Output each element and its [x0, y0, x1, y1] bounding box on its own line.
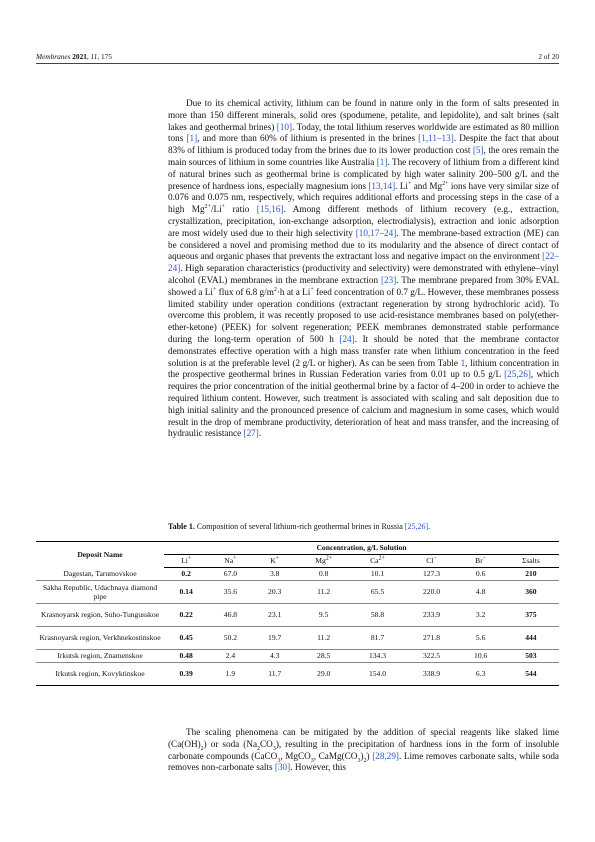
- table-cell: 9.5: [297, 604, 351, 627]
- column-header: [459, 555, 503, 568]
- header-rule: [36, 63, 559, 64]
- deposit-name-cell: Krasnoyarsk region, Suho-Tungusskoe: [36, 604, 164, 627]
- table-cell: 6.3: [459, 663, 503, 686]
- table-cell: 5.6: [459, 627, 503, 650]
- citation-link[interactable]: [10,17–24]: [355, 227, 397, 238]
- article-number: 175: [100, 52, 112, 61]
- table-cell: 322.5: [405, 650, 459, 663]
- deposit-name-cell: Irkutsk region, Znamenskoe: [36, 650, 164, 663]
- citation-link[interactable]: [1,11–13]: [418, 133, 454, 144]
- table-cell: 20.3: [253, 581, 297, 604]
- citation-link[interactable]: [23]: [380, 274, 397, 285]
- column-header-label: Σsalts: [521, 556, 540, 566]
- table-cell: 1.9: [208, 663, 252, 686]
- page-header: [36, 52, 559, 61]
- table-cell: 0.45: [164, 627, 208, 650]
- table-cell: 50.2: [208, 627, 252, 650]
- deposit-name-cell: Dagestan, Tarumovskoe: [36, 568, 164, 581]
- table-cell: 233.9: [405, 604, 459, 627]
- citation-link[interactable]: [5]: [472, 145, 484, 156]
- table-cell: 338.9: [405, 663, 459, 686]
- table-cell: 0.8: [297, 568, 351, 581]
- citation-link[interactable]: [13,14]: [368, 180, 396, 191]
- journal-name: Membranes: [36, 52, 71, 61]
- table-cell: 0.14: [164, 581, 208, 604]
- table-cell: 127.3: [405, 568, 459, 581]
- table-cell: 154.0: [351, 663, 405, 686]
- column-header-charge: 2+: [325, 555, 333, 562]
- table-cell: 81.7: [351, 627, 405, 650]
- table-cell: 35.6: [208, 581, 252, 604]
- column-header-charge: −: [482, 555, 487, 562]
- table-cell: 444: [503, 627, 559, 650]
- table-link[interactable]: 1: [460, 357, 466, 368]
- table-cell: 65.5: [351, 581, 405, 604]
- column-header-label: Mg: [315, 556, 326, 566]
- table-caption-label: Table 1.: [168, 522, 195, 531]
- table-cell: 10.1: [351, 568, 405, 581]
- table-cell: 3.2: [459, 604, 503, 627]
- table-cell: 11.7: [253, 663, 297, 686]
- table-cell: 0.48: [164, 650, 208, 663]
- table-cell: 210: [503, 568, 559, 581]
- table-cell: 271.8: [405, 627, 459, 650]
- citation-link[interactable]: [10]: [276, 121, 293, 132]
- column-header-label: Li: [181, 556, 188, 566]
- table-cell: 19.7: [253, 627, 297, 650]
- table-row: [36, 568, 559, 581]
- table-cell: 0.22: [164, 604, 208, 627]
- table-cell: 28.5: [297, 650, 351, 663]
- journal-year: 2021: [72, 52, 87, 61]
- deposit-name-header: Deposit Name: [36, 542, 164, 568]
- citation-link[interactable]: [25,26]: [504, 369, 531, 380]
- table-cell: 23.1: [253, 604, 297, 627]
- table-cell: 58.8: [351, 604, 405, 627]
- table-cell: 0.39: [164, 663, 208, 686]
- paragraph-scaling: The scaling phenomena can be mitigated by the addition of special reagents like slaked lime $(Ca(OH)_2)$ or soda $(Na_2CO_3)$, resulting in the precipitation of hardness ions in the form of insoluble carbonate compounds (CaCO$_3$, MgCO$_3$, $CaMg(CO_3)_2$) [28,29]. Lime removes carbonate salts, while soda removes non-carbonate salts [30]. However, this: [168, 727, 560, 773]
- table-cell: 0.6: [459, 568, 503, 581]
- column-header: [503, 555, 559, 568]
- column-header: [208, 555, 252, 568]
- deposit-name-cell: Sakha Republic, Udachnaya diamond pipe: [36, 581, 164, 604]
- citation-link[interactable]: [1]: [376, 156, 388, 167]
- page-number: 2 of 20: [538, 52, 559, 61]
- citation-link[interactable]: [15,16]: [256, 204, 284, 215]
- table-cell: 4.8: [459, 581, 503, 604]
- journal-citation: Membranes 2021, 11, 175: [36, 52, 112, 61]
- deposit-name-cell: Irkutsk region, Kovyktinskoe: [36, 663, 164, 686]
- table-row: [36, 604, 559, 627]
- table-cell: 375: [503, 604, 559, 627]
- column-header-charge: +: [187, 555, 192, 562]
- table-cell: 4.3: [253, 650, 297, 663]
- concentration-group-header: Concentration, g/L Solution: [164, 542, 559, 555]
- column-header-charge: +: [275, 555, 280, 562]
- brine-composition-table: [36, 541, 559, 686]
- table-cell: 503: [503, 650, 559, 663]
- citation-link[interactable]: [22–24]: [168, 251, 559, 274]
- column-header-charge: −: [433, 555, 437, 562]
- column-header: [164, 555, 208, 568]
- table-row: [36, 650, 559, 663]
- table-cell: 11.2: [297, 627, 351, 650]
- table-caption-text: Composition of several lithium-rich geothermal brines in Russia: [194, 522, 405, 531]
- table-cell: 220.0: [405, 581, 459, 604]
- column-header: [253, 555, 297, 568]
- table-cell: 29.0: [297, 663, 351, 686]
- citation-link[interactable]: [25,26]: [404, 522, 429, 531]
- column-header-label: Na: [224, 556, 234, 566]
- table-caption: Table 1. Composition of several lithium-rich geothermal brines in Russia [25,26].: [168, 522, 431, 531]
- table-cell: 544: [503, 663, 559, 686]
- citation-link[interactable]: [24]: [339, 333, 355, 344]
- table-row: [36, 581, 559, 604]
- citation-link[interactable]: [28,29]: [372, 750, 399, 761]
- column-header: [351, 555, 405, 568]
- column-header-charge: 2+: [378, 555, 385, 562]
- deposit-name-cell: Krasnoyarsk region, Verkhnekostinskoe: [36, 627, 164, 650]
- paragraph-lithium-sources: Due to its chemical activity, lithium can be found in nature only in the form of salts presented in more than 150 different minerals, solid ores (spodumene, petalite, and lepidolite), and salt brines (salt lakes and geothermal brines) [10]. Today, the total lithium reserves worldwide are estimated as 80 million tons [1], and more than 60% of lithium is presented in the brines [1,11–13]. Despite the fact that about 83% of lithium is produced today from the brines due to its lower production cost [5], the ores remain the main sources of lithium in some countries like Australia [1]. The recovery of lithium from a different kind of natural brines such as geothermal brine is complicated by high water salinity 200–500 g/L and the presence of hardness ions, especially magnesium ions [13,14]. Li+ and $Mg^{2+}$ ions have very similar size of 0.076 and 0.075 nm, respectively, which requires additional efforts and processing steps in the case of a high $Mg^{2+}/Li^+$ ratio [15,16]. Among different methods of lithium recovery (e.g., extraction, crystallization, precipitation, ion-exchange adsorption, electrodialysis), extraction and ionic adsorption are most widely used due to their high selectivity [10,17–24]. The membrane-based extraction (ME) can be considered a novel and promising method due to its modularity and the absence of direct contact of aqueous and organic phases that prevents the extractant loss and negative impact on the environment [22–24]. High separation characteristics (productivity and selectivity) were demonstrated with ethylene–vinyl alcohol (EVAL) membranes in the membrane extraction [23]. The membrane prepared from 30% EVAL showed a Li+ flux of 6.8 $g/m^2\cdot h$ at a Li+ feed concentration of 0.7 g/L. However, these membranes possess limited stability under operation conditions (extractant regeneration by strong hydrochloric acid). To overcome this problem, it was recently proposed to use acid-resistance membranes based on poly(ether-ether-ketone) (PEEK) for solvent regeneration; PEEK membranes demonstrated stable performance during the long-term operation of 500 h [24]. It should be noted that the membrane contactor demonstrates effective operation with a high mass transfer rate when lithium concentration in the feed solution is at the preferable level (2 g/L or higher). As can be seen from Table 1, lithium concentration in the prospective geothermal brines in Russian Federation varies from 0.01 up to 0.5 g/L [25,26], which requires the prior concentration of the initial geothermal brine by a factor of 4–200 in order to achieve the required lithium content. However, such treatment is associated with scaling and salt deposition due to high initial salinity and the pronounced presence of calcium and magnesium in some cases, which would result in the drop of membrane productivity, deterioration of heat and mass transfer, and the increasing of hydraulic resistance [27].: [168, 98, 560, 439]
- column-header-label: Cl: [426, 556, 434, 566]
- table-cell: 2.4: [208, 650, 252, 663]
- table-cell: 3.8: [253, 568, 297, 581]
- journal-volume: 11: [90, 52, 98, 61]
- citation-link[interactable]: [30]: [274, 762, 291, 773]
- table-cell: 67.0: [208, 568, 252, 581]
- column-header-charge: +: [233, 555, 237, 562]
- table-cell: 11.2: [297, 581, 351, 604]
- column-header: [405, 555, 459, 568]
- column-header-label: Br: [475, 556, 483, 566]
- column-header-label: Ca: [370, 556, 379, 566]
- table-cell: 0.2: [164, 568, 208, 581]
- citation-link[interactable]: [1]: [186, 133, 198, 144]
- column-header-label: K: [270, 556, 276, 566]
- table-cell: 360: [503, 581, 559, 604]
- column-header: [297, 555, 351, 568]
- table-row: [36, 663, 559, 686]
- table-row: [36, 627, 559, 650]
- table-cell: 46.8: [208, 604, 252, 627]
- table-cell: 10.6: [459, 650, 503, 663]
- citation-link[interactable]: [27]: [243, 428, 259, 439]
- table-cell: 134.3: [351, 650, 405, 663]
